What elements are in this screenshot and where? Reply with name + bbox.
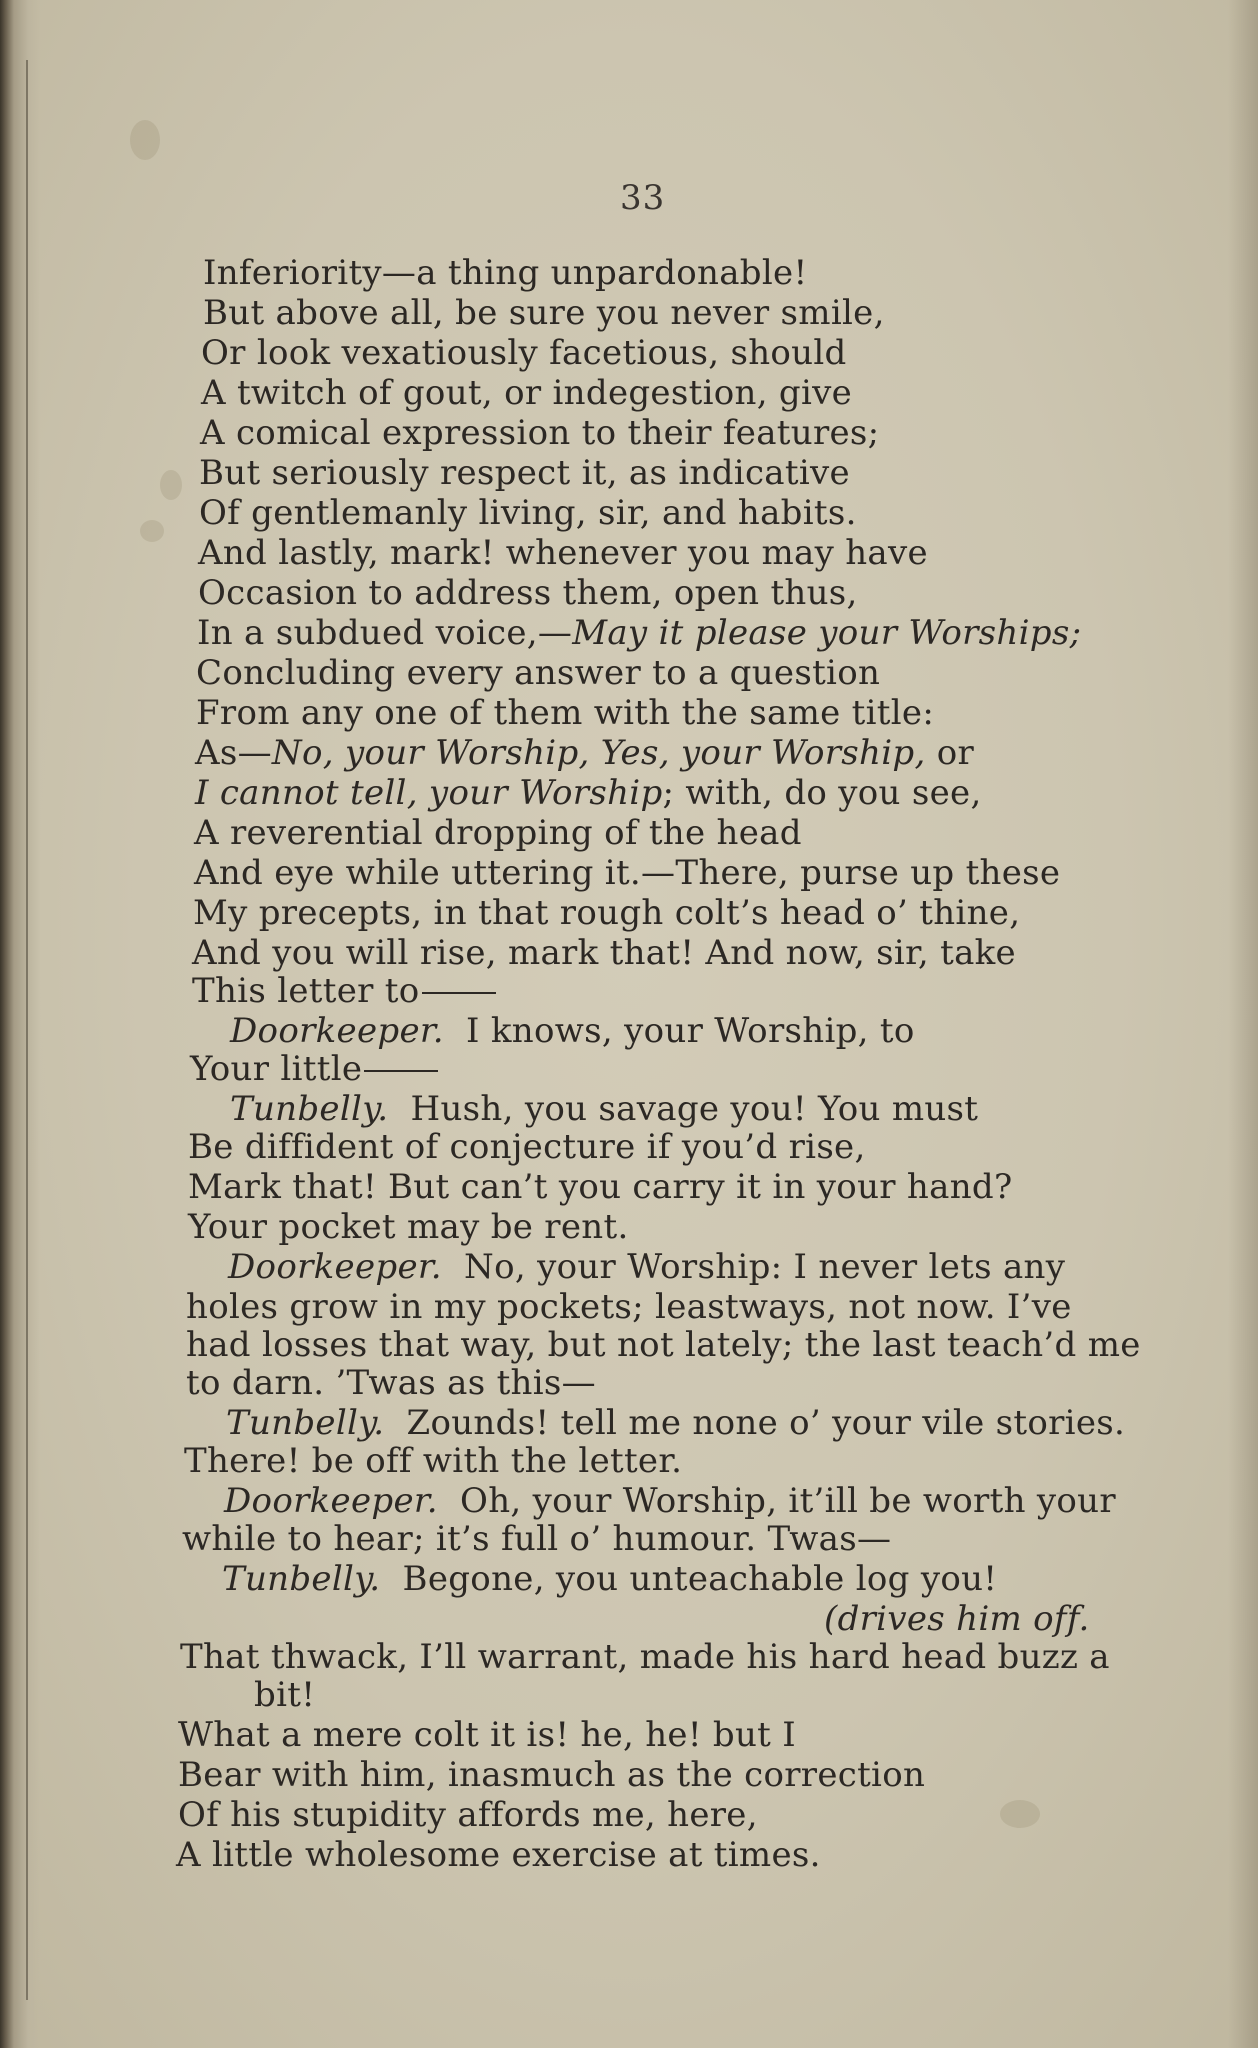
dialogue-line: Doorkeeper. No, your Worship: I never lets any — [228, 1247, 1066, 1287]
stage-direction: (drives him off. — [824, 1599, 1090, 1639]
verse-line: Your pocket may be rent. — [188, 1207, 629, 1247]
prose-line: holes grow in my pockets; leastways, not now. I’ve — [186, 1287, 1072, 1327]
dialogue-line: Doorkeeper. I knows, your Worship, to — [230, 1011, 915, 1051]
verse-line: Concluding every answer to a question — [196, 653, 881, 693]
paper-stain — [160, 470, 182, 500]
verse-line: I cannot tell, your Worship; with, do you see, — [195, 773, 982, 813]
dialogue-line: Tunbelly. Hush, you savage you! You must — [230, 1089, 979, 1129]
paper-stain — [130, 120, 160, 160]
verse-line: A reverential dropping of the head — [194, 813, 802, 853]
verse-line: Or look vexatiously facetious, should — [201, 333, 847, 373]
verse-line: In a subdued voice,—May it please your Worships; — [197, 613, 1082, 653]
verse-line: This letter to — [192, 972, 496, 1010]
page-edge-shade — [1228, 0, 1258, 2048]
verse-line: My precepts, in that rough colt’s head o’ thine, — [193, 893, 1021, 933]
paper-stain — [1000, 1800, 1040, 1828]
prose-line: while to hear; it’s full o’ humour. Twas— — [182, 1519, 892, 1559]
binding-line — [26, 60, 28, 2000]
dialogue-line: Doorkeeper. Oh, your Worship, it’ill be worth your — [224, 1481, 1116, 1521]
verse-line: A little wholesome exercise at times. — [176, 1835, 821, 1875]
verse-line: A comical expression to their features; — [200, 413, 880, 453]
verse-line: From any one of them with the same title: — [196, 693, 935, 733]
verse-line: As—No, your Worship, Yes, your Worship, or — [195, 733, 975, 773]
paper-stain — [140, 520, 164, 542]
verse-line: Occasion to address them, open thus, — [198, 573, 858, 613]
interruption-dash — [422, 992, 496, 994]
interruption-dash — [364, 1070, 438, 1072]
verse-line: And eye while uttering it.—There, purse up these — [194, 853, 1061, 893]
speaker-name: Tunbelly. — [222, 1559, 381, 1599]
verse-line: But above all, be sure you never smile, — [203, 293, 885, 333]
speaker-name: Doorkeeper. — [228, 1247, 442, 1287]
verse-line: Of his stupidity affords me, here, — [178, 1795, 758, 1835]
prose-line: to darn. ’Twas as this— — [186, 1363, 596, 1403]
verse-line: And you will rise, mark that! And now, sir, take — [192, 933, 1016, 973]
dialogue-line: Tunbelly. Begone, you unteachable log you! — [222, 1559, 998, 1599]
verse-line: Bear with him, inasmuch as the correction — [178, 1755, 926, 1795]
verse-line: That thwack, I’ll warrant, made his hard head buzz a — [180, 1637, 1110, 1677]
verse-line: A twitch of gout, or indegestion, give — [201, 373, 853, 413]
verse-line: There! be off with the letter. — [184, 1441, 683, 1481]
prose-line: had losses that way, but not lately; the last teach’d me — [186, 1325, 1141, 1365]
page-number: 33 — [620, 178, 666, 218]
speaker-name: Doorkeeper. — [230, 1011, 444, 1051]
verse-line: Mark that! But can’t you carry it in your hand? — [188, 1167, 1013, 1207]
speaker-name: Tunbelly. — [230, 1089, 389, 1129]
verse-line: Be diffident of conjecture if you’d rise, — [188, 1127, 866, 1167]
dialogue-line: Tunbelly. Zounds! tell me none o’ your vile stories. — [226, 1403, 1126, 1443]
verse-line: Inferiority—a thing unpardonable! — [203, 253, 808, 293]
speaker-name: Tunbelly. — [226, 1403, 385, 1443]
binding-edge — [0, 0, 40, 2048]
verse-line: But seriously respect it, as indicative — [199, 453, 850, 493]
verse-line: What a mere colt it is! he, he! but I — [178, 1715, 796, 1755]
speaker-name: Doorkeeper. — [224, 1481, 438, 1521]
verse-line: Your little — [190, 1050, 438, 1088]
verse-line: bit! — [254, 1675, 316, 1715]
verse-line: Of gentlemanly living, sir, and habits. — [199, 493, 857, 533]
verse-line: And lastly, mark! whenever you may have — [198, 533, 928, 573]
